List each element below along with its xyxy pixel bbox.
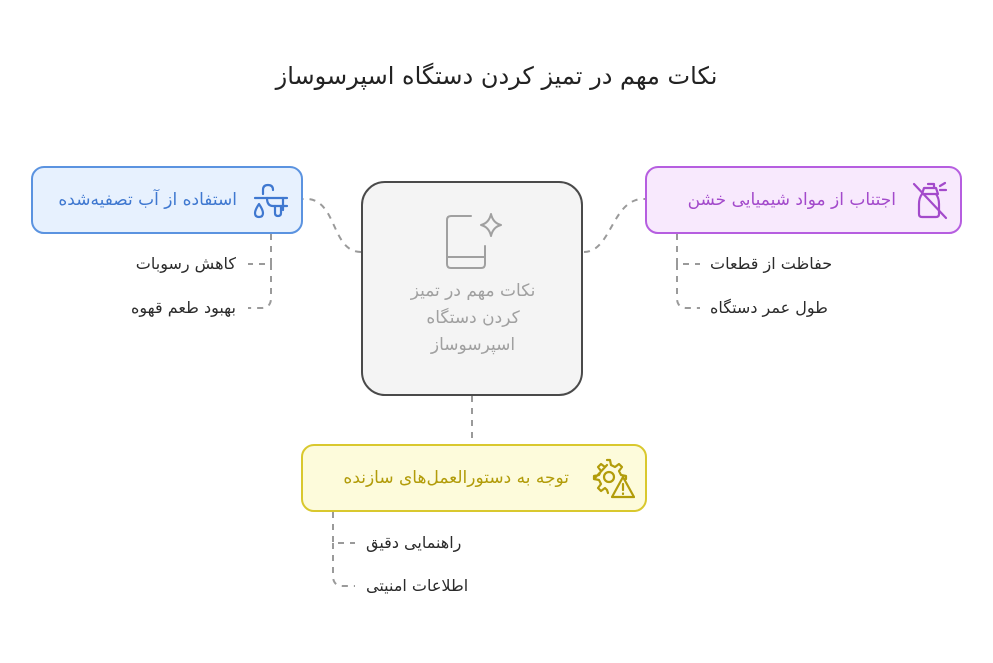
node-avoid-harsh-chemicals-label: اجتناب از مواد شیمیایی خشن (687, 190, 896, 210)
connector-left-child-2 (248, 264, 271, 308)
connector-left-child-1 (248, 234, 271, 264)
gear-warning-icon (591, 457, 635, 499)
center-label-line-3: اسپرسوساز (430, 335, 516, 355)
node-filtered-water (31, 166, 303, 234)
sink-water-drop-icon (251, 180, 291, 220)
node-follow-manufacturer-instructions-label: توجه به دستورالعمل‌های سازنده (343, 468, 569, 488)
center-label-line-1: نکات مهم در تمیز (410, 281, 536, 301)
node-filtered-water-label: استفاده از آب تصفیه‌شده (58, 190, 237, 210)
connector-bottom-child-1 (333, 512, 355, 543)
tablet-sparkle-icon (443, 212, 507, 272)
connector-center-left (303, 199, 361, 252)
diagram-title: نکات مهم در تمیز کردن دستگاه اسپرسوساز (275, 62, 718, 90)
leaf-reduce-scale: کاهش رسوبات (135, 254, 236, 273)
leaf-improve-coffee-taste: بهبود طعم قهوه (131, 298, 236, 317)
node-avoid-harsh-chemicals (645, 166, 962, 234)
connector-right-child-1 (677, 234, 700, 264)
leaf-precise-guidance: راهنمایی دقیق (366, 533, 462, 552)
leaf-device-lifespan: طول عمر دستگاه (710, 298, 828, 317)
connector-bottom-child-2 (333, 543, 355, 586)
node-follow-manufacturer-instructions (301, 444, 647, 512)
no-spray-bottle-icon (910, 180, 950, 220)
center-label (378, 278, 568, 359)
leaf-protect-parts: حفاظت از قطعات (710, 254, 833, 273)
center-label-line-2: کردن دستگاه (426, 308, 520, 328)
connector-right-child-2 (677, 264, 700, 308)
connector-center-right (584, 199, 645, 252)
leaf-safety-information: اطلاعات امنیتی (366, 576, 469, 595)
